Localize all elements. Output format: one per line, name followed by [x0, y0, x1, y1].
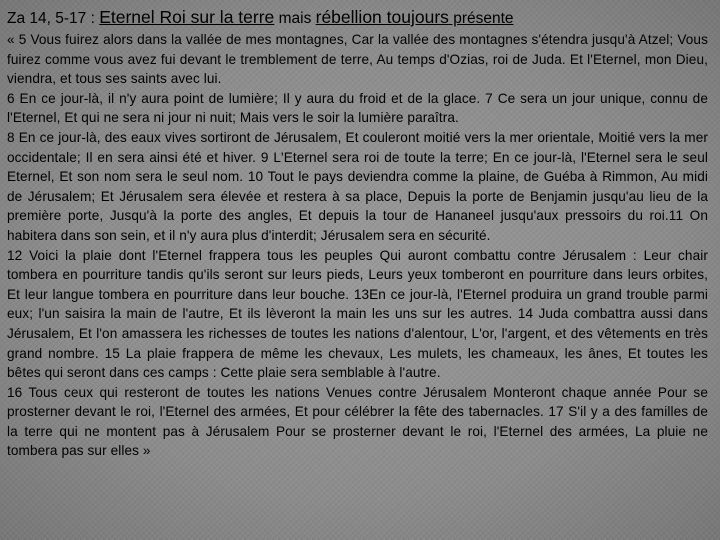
- paragraph-verses-12-15: 12 Voici la plaie dont l'Eternel frappera tous les peuples Qui auront combattu contre Jérusalem : Leur chair tombera en pourriture tandis qu'ils seront sur leurs pieds, Leurs yeux tomberont en pourriture dans leurs orbites, Et leur langue tombera en pourriture dans leur bouche. 13En ce jour-là, l'Eternel produira un grand trouble parmi eux; l'un saisira la main de l'autre, Et ils lèveront la main les uns sur les autres. 14 Juda combattra aussi dans Jérusalem, Et l'on amassera les richesses de toutes les nations d'alentour, L'or, l'argent, et des vêtements en très grand nombre. 15 La plaie frappera de même les chevaux, Les mulets, les chameaux, les ânes, Et toutes les bêtes qui seront dans ces camps : Cette plaie sera semblable à l'autre.: [7, 247, 708, 381]
- slide-title: [7, 6, 717, 30]
- paragraph-verses-16-17: 16 Tous ceux qui resteront de toutes les nations Venues contre Jérusalem Monteront chaque année Pour se prosterner devant le roi, l'Eternel des armées, Et pour célébrer la fête des tabernacles. 17 S'il y a des familles de la terre qui ne montent pas à Jérusalem Pour se prosterner devant le roi, l'Eternel des armées, La pluie ne tombera pas sur elles »: [7, 384, 708, 459]
- title-part-rebellion: rébellion toujours: [315, 7, 449, 27]
- paragraph-verse-5: « 5 Vous fuirez alors dans la vallée de mes montagnes, Car la vallée des montagnes s'étendra jusqu'à Atzel; Vous fuirez comme vous avez fui devant le tremblement de terre, Au temps d'Ozias, roi de Juda. Et l'Eternel, mon Dieu, viendra, et tous ses saints avec lui.: [7, 32, 708, 87]
- title-reference: Za 14, 5-17 :: [7, 10, 100, 27]
- paragraph-verses-8-11: 8 En ce jour-là, des eaux vives sortiront de Jérusalem, Et couleront moitié vers la mer orientale, Moitié vers la mer occidentale; Il en sera ainsi été et hiver. 9 L'Eternel sera roi de toute la terre; En ce jour-là, l'Eternel sera le seul Eternel, Et son nom sera le seul nom. 10 Tout le pays deviendra comme la plaine, de Guéba à Rimmon, Au midi de Jérusalem; Et Jérusalem sera élevée et restera à sa place, Depuis la porte de Benjamin jusqu'au lieu de la première porte, Jusqu'à la porte des angles, Et depuis la tour de Hananeel jusqu'aux pressoirs du roi.11 On habitera dans son sein, et il n'y aura plus d'interdit; Jérusalem sera en sécurité.: [7, 129, 708, 243]
- title-connector: mais: [274, 10, 316, 27]
- title-part-presente: présente: [448, 10, 514, 27]
- paragraph-verses-6-7: 6 En ce jour-là, il n'y aura point de lumière; Il y aura du froid et de la glace. 7 Ce sera un jour unique, connu de l'Eternel, Et qui ne sera ni jour ni nuit; Mais vers le soir la lumière paraîtra.: [7, 90, 708, 126]
- scripture-text: [7, 30, 708, 461]
- title-part-eternel-roi: Eternel Roi sur la terre: [99, 7, 275, 27]
